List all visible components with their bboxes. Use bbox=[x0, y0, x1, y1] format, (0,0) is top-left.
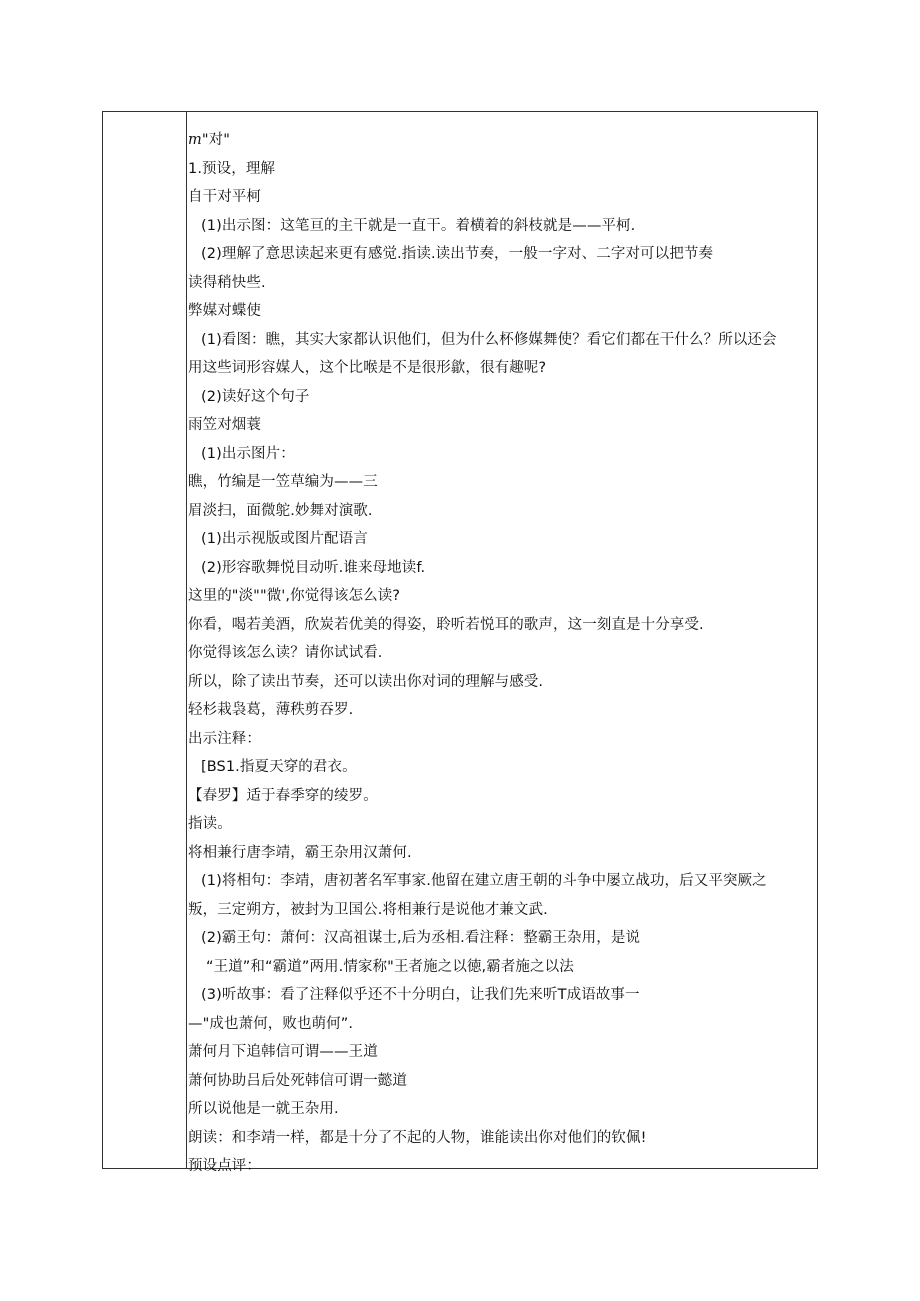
text-line: —"成也萧何，败也萌何”. bbox=[188, 1015, 354, 1032]
text-line: 所以，除了读出节奏，还可以读出你对词的理解与感受. bbox=[188, 673, 544, 690]
text-line: 读得稍快些. bbox=[188, 274, 266, 291]
text-line: 眉淡扫，面微鸵.妙舞对演歌. bbox=[188, 502, 373, 519]
text-line: 瞧，竹编是一笠草编为——三 bbox=[188, 474, 378, 490]
text-line: m"对" bbox=[188, 132, 230, 148]
text-line: (1)将相句：李靖，唐初著名军事家.他留在建立唐王朝的斗争中屡立战功，后又平突厥之 bbox=[201, 873, 767, 889]
text-line: 这里的"淡""微',你觉得该怎么读? bbox=[188, 588, 401, 604]
text-line: (2)读好这个句子 bbox=[201, 388, 310, 405]
section-heading: 雨笠对烟蓑 bbox=[188, 417, 261, 433]
text-line: 出示注释： bbox=[188, 730, 261, 747]
text-line: (1)出示视版或图片配语言 bbox=[201, 531, 368, 547]
section-heading: 弊媒对蝶使 bbox=[188, 303, 261, 319]
text-line: (3)听故事：看了注释似乎还不十分明白，让我们先来听T成语故事一 bbox=[201, 987, 640, 1003]
text-line: 萧何协助吕后处死韩信可谓一懿道 bbox=[188, 1072, 407, 1089]
left-column-cell bbox=[103, 112, 187, 1168]
text-line: 用这些词形容媒人，这个比喉是不是很形歙，很有趣呢? bbox=[188, 360, 547, 376]
text-line: (2)形容歌舞悦目动听.谁来母地读f. bbox=[201, 559, 426, 576]
text-line: (1)出示图片： bbox=[201, 445, 295, 462]
text-line: 1.预设，理解 bbox=[188, 160, 276, 177]
annotation-line: 【春罗】适于春季穿的绫罗。 bbox=[188, 787, 378, 804]
text-line: “王道”和“霸道”两用.情家称"王者施之以徳,霸者施之以法 bbox=[206, 958, 574, 975]
text-line: 预设点评： bbox=[188, 1158, 261, 1174]
text-line: 指读。 bbox=[188, 816, 232, 832]
text-line: 叛，三定朔方，被封为卫国公.将相兼行是说他才兼文武. bbox=[188, 901, 548, 918]
lesson-content-cell bbox=[188, 126, 816, 1181]
text-line: (1)看图：瞧，其实大家都认识他们，但为什么杯修媒舞使？看它们都在干什么？所以还会 bbox=[201, 331, 777, 348]
text-line: 所以说他是一就王杂用. bbox=[188, 1101, 339, 1117]
section-heading: 自干对平柯 bbox=[188, 189, 261, 205]
text-line: 你看，喝若美酒，欣炭若优美的得姿，聆听若悦耳的歌声，这一刻直是十分享受. bbox=[188, 616, 704, 633]
text-line: (2)理解了意思读起来更有感觉.指读.读出节奏，一般一字对、二字对可以把节奏 bbox=[201, 246, 714, 262]
section-heading: 轻杉栽袅葛，薄秩剪吞罗. bbox=[188, 702, 354, 718]
text-line: 萧何月下追韩信可谓——王道 bbox=[188, 1044, 378, 1060]
section-heading: 将相兼行唐李靖，霸王杂用汉萧何. bbox=[188, 844, 412, 861]
text-line: 朗读：和李靖一样，都是十分了不起的人物，谁能读出你对他们的钦佩! bbox=[188, 1129, 647, 1146]
line-prefix: m bbox=[188, 132, 202, 148]
lesson-table bbox=[102, 111, 818, 1174]
text-line: (1)出示图：这笔亘的主干就是一直干。着横着的斜枝就是——平柯. bbox=[201, 217, 636, 234]
annotation-line: [BS1.指夏天穿的君衣。 bbox=[201, 759, 357, 775]
text-line: (2)霸王句：萧何：汉高祖谋士,后为丞相.看注释：整霸王杂用，是说 bbox=[201, 930, 641, 946]
text-line: 你觉得该怎么读？请你试试看. bbox=[188, 645, 383, 661]
